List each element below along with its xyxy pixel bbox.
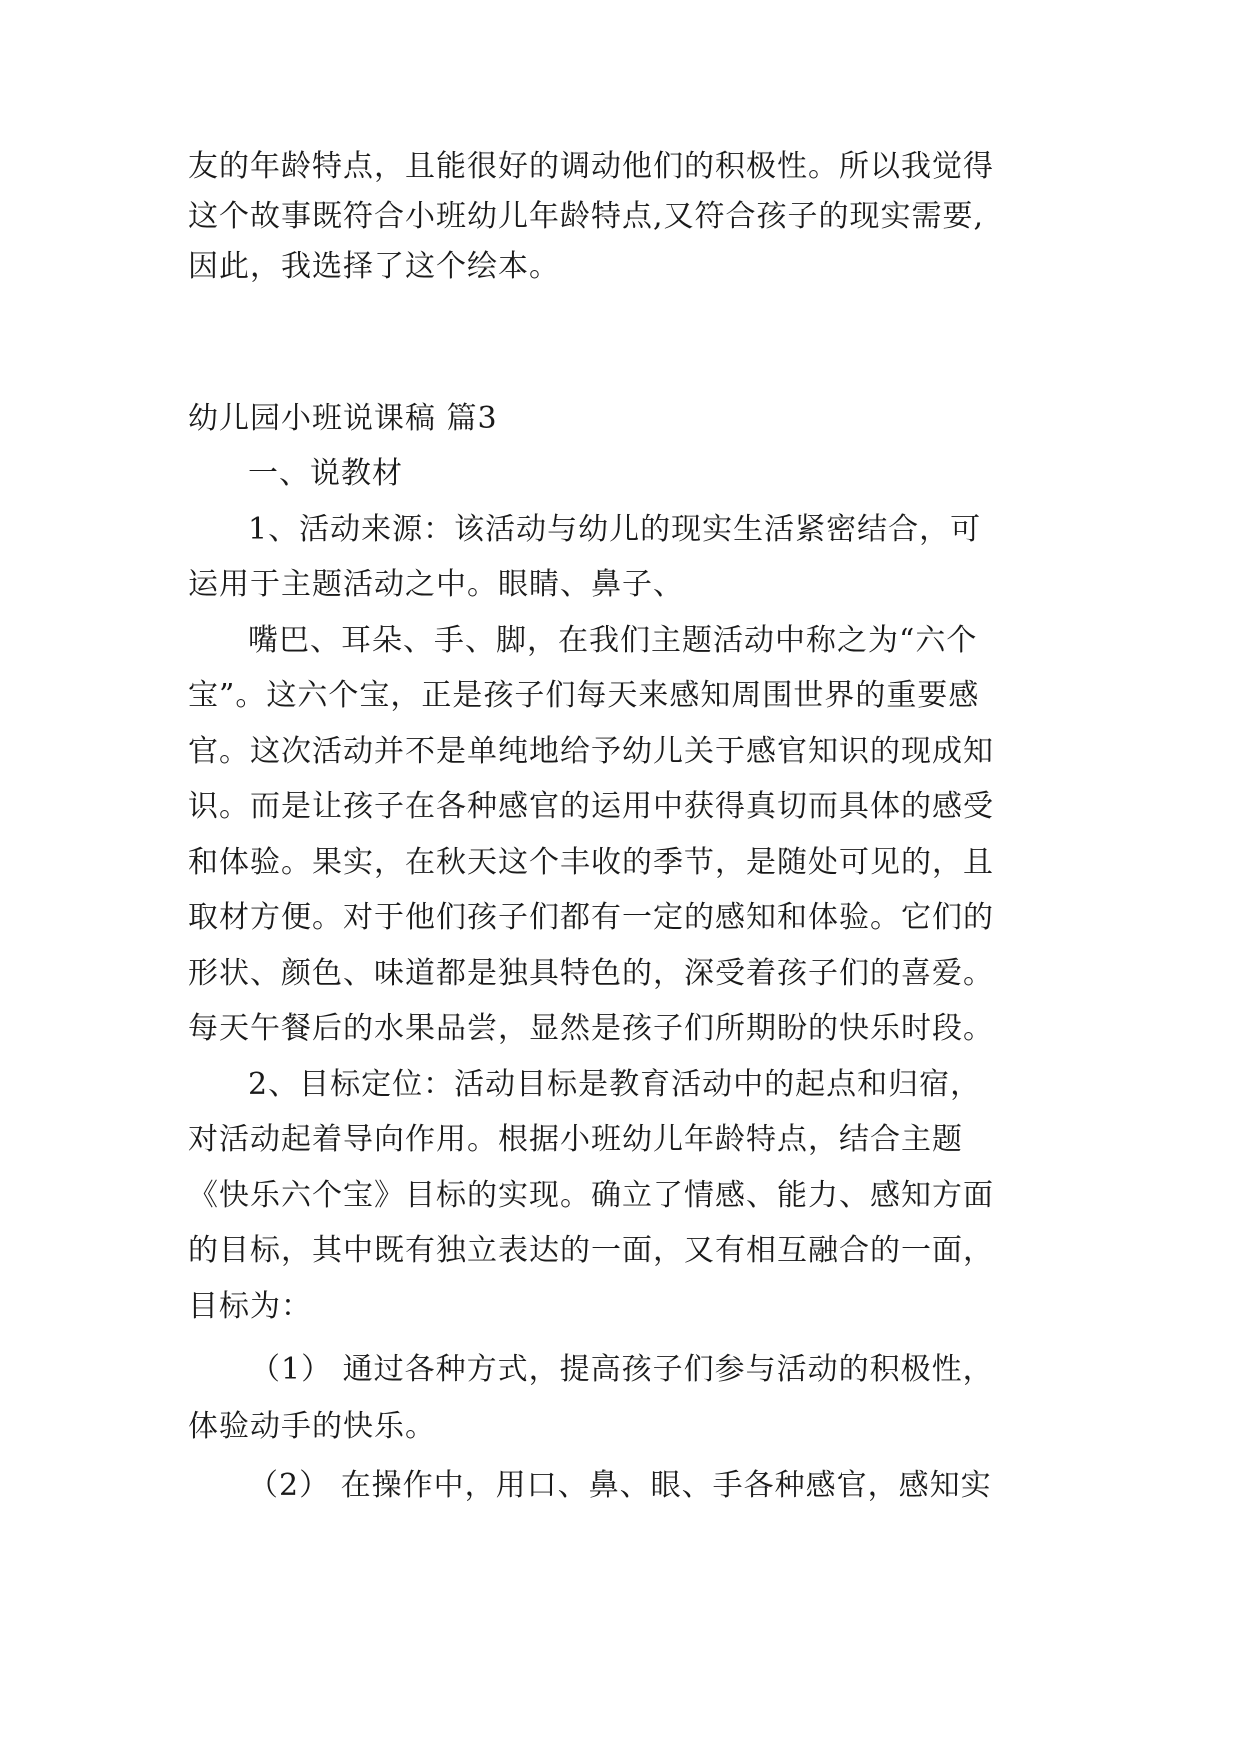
paragraph-line: 这个故事既符合小班幼儿年龄特点,又符合孩子的现实需要, — [188, 199, 985, 234]
list-item: （2） 在操作中，用口、鼻、眼、手各种感官，感知实 — [248, 1468, 992, 1503]
paragraph-line: 目标为： — [188, 1289, 312, 1324]
paragraph-line: 体验动手的快乐。 — [188, 1409, 436, 1444]
paragraph-line: 对活动起着导向作用。根据小班幼儿年龄特点，结合主题 — [188, 1122, 963, 1157]
paragraph-line: 识。而是让孩子在各种感官的运用中获得真切而具体的感受 — [188, 789, 994, 824]
section-heading: 幼儿园小班说课稿 篇3 — [188, 401, 498, 436]
paragraph-line: 嘴巴、耳朵、手、脚，在我们主题活动中称之为“六个 — [248, 623, 978, 658]
paragraph-line: 因此，我选择了这个绘本。 — [188, 249, 560, 284]
paragraph-line: 官。这次活动并不是单纯地给予幼儿关于感官知识的现成知 — [188, 734, 994, 769]
list-item: （1） 通过各种方式，提高孩子们参与活动的积极性， — [250, 1352, 994, 1387]
paragraph-line: 形状、颜色、味道都是独具特色的，深受着孩子们的喜爱。 — [188, 956, 994, 991]
subsection-heading: 一、说教材 — [248, 456, 403, 491]
paragraph-line: 的目标，其中既有独立表达的一面，又有相互融合的一面， — [188, 1233, 994, 1268]
paragraph-line: 《快乐六个宝》目标的实现。确立了情感、能力、感知方面 — [188, 1178, 994, 1213]
paragraph-line: 每天午餐后的水果品尝，显然是孩子们所期盼的快乐时段。 — [188, 1011, 994, 1046]
paragraph-line: 2、目标定位：活动目标是教育活动中的起点和归宿， — [248, 1067, 982, 1102]
paragraph-line: 宝”。这六个宝，正是孩子们每天来感知周围世界的重要感 — [188, 678, 980, 713]
paragraph-line: 1、活动来源：该活动与幼儿的现实生活紧密结合，可 — [248, 512, 982, 547]
paragraph-line: 取材方便。对于他们孩子们都有一定的感知和体验。它们的 — [188, 900, 994, 935]
paragraph-line: 和体验。果实，在秋天这个丰收的季节，是随处可见的，且 — [188, 845, 994, 880]
paragraph-line: 友的年龄特点，且能很好的调动他们的积极性。所以我觉得 — [188, 149, 994, 184]
paragraph-line: 运用于主题活动之中。眼睛、鼻子、 — [188, 567, 684, 602]
